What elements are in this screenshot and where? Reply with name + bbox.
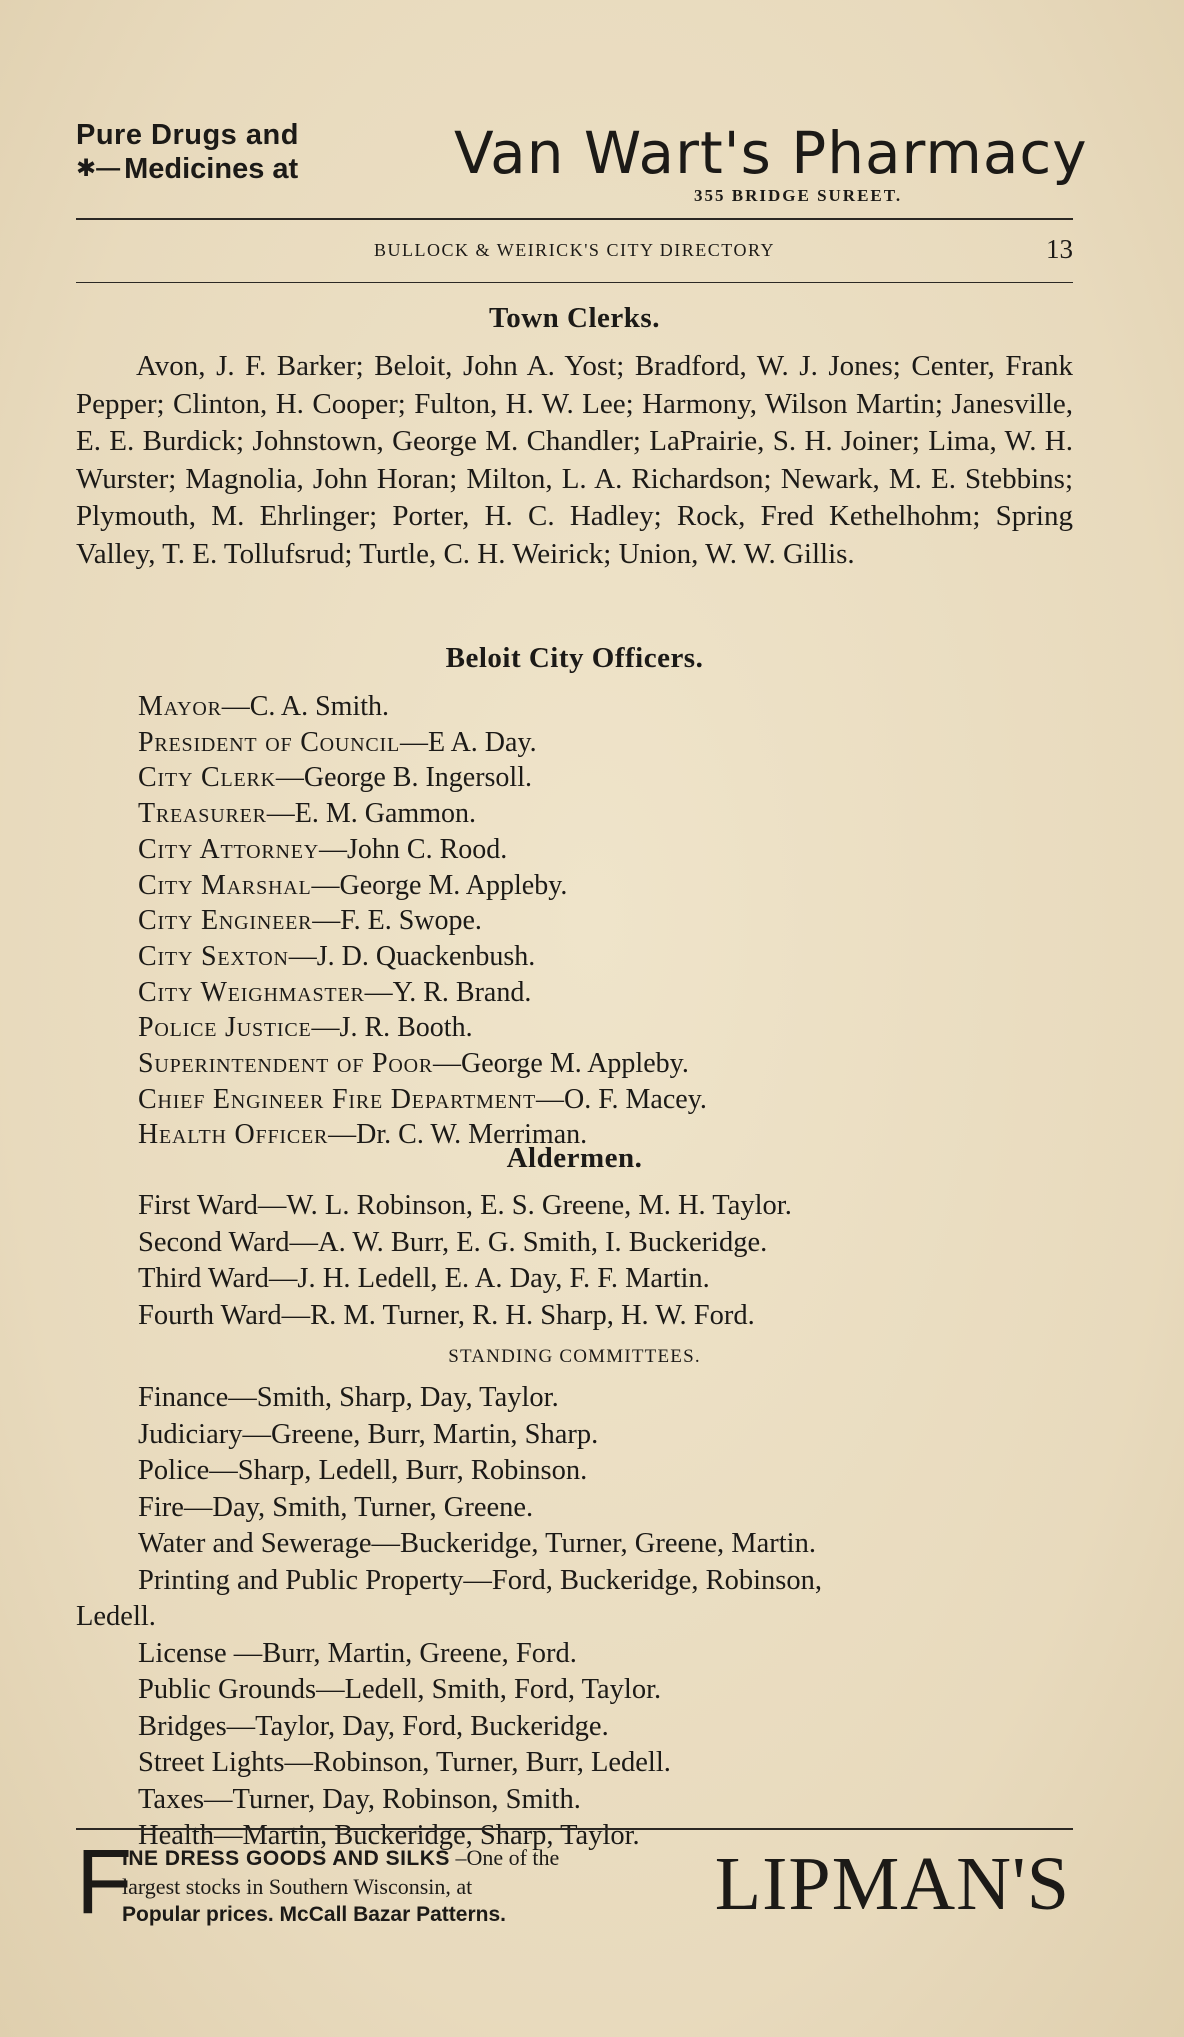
- list-item: Second Ward—A. W. Burr, E. G. Smith, I. Buckeridge.: [138, 1226, 768, 1258]
- list-item: President of Council—E A. Day.: [138, 726, 537, 758]
- list-item: Third Ward—J. H. Ledell, E. A. Day, F. F. Martin.: [138, 1263, 710, 1294]
- list-item: Police Justice—J. R. Booth.: [138, 1012, 473, 1044]
- city-officers-heading: Beloit City Officers.: [445, 642, 704, 674]
- list-item: Public Grounds—Ledell, Smith, Ford, Taylor.: [138, 1674, 662, 1705]
- standing-committees-list: [76, 1380, 1073, 1855]
- list-item: Police—Sharp, Ledell, Burr, Robinson.: [138, 1455, 588, 1486]
- city-officers-list: [138, 689, 1073, 1153]
- page-number: 13: [1046, 234, 1073, 264]
- list-item: Mayor—C. A. Smith.: [138, 691, 389, 722]
- town-clerks-heading: Town Clerks.: [489, 302, 660, 334]
- list-item: City Engineer—F. E. Swope.: [138, 905, 482, 937]
- footer-rule: [76, 1828, 1073, 1830]
- list-item: Taxes—Turner, Day, Robinson, Smith.: [138, 1783, 581, 1815]
- list-item: City Clerk—George B. Ingersoll.: [138, 762, 532, 794]
- list-item: Bridges—Taylor, Day, Ford, Buckeridge.: [138, 1710, 609, 1742]
- list-item: License —Burr, Martin, Greene, Ford.: [138, 1637, 577, 1669]
- list-item: City Weighmaster—Y. R. Brand.: [138, 976, 532, 1008]
- list-item: Printing and Public Property—Ford, Buckeridge, Robinson,: [138, 1564, 822, 1596]
- list-item: Health Officer—Dr. C. W. Merriman.: [138, 1119, 588, 1151]
- lipmans-logo: LIPMAN'S: [714, 1842, 1070, 1926]
- list-item: City Sexton—J. D. Quackenbush.: [138, 940, 536, 972]
- aldermen-heading: Aldermen.: [506, 1142, 643, 1174]
- town-clerks-text: Avon, J. F. Barker; Beloit, John A. Yost; Bradford, W. J. Jones; Center, Frank Pepper; Clinton, H. Cooper; Fulton, H. W. Lee; Harmony, Wilson Martin; Janesville, E. E. Burdick; Johnstown, George M. Chandler; LaPrairie, S. H. Joiner; Lima, W. H. Wurster; Magnolia, John Horan; Milton, L. A. Richardson; Newark, M. E. Stebbins; Plymouth, M. Ehrlinger; Porter, H. C. Hadley; Rock, Fred Kethelhohm; Spring Valley, T. E. Tollufsrud; Turtle, C. H. Weirick; Union, W. W. Gillis.: [76, 350, 1073, 570]
- list-item: City Marshal—George M. Appleby.: [138, 869, 568, 901]
- list-item: Treasurer—E. M. Gammon.: [138, 798, 476, 830]
- list-item: Health—Martin, Buckeridge, Sharp, Taylor.: [138, 1820, 640, 1851]
- list-item: Water and Sewerage—Buckeridge, Turner, Greene, Martin.: [138, 1528, 816, 1559]
- list-item: City Attorney—John C. Rood.: [138, 833, 508, 865]
- list-item: First Ward—W. L. Robinson, E. S. Greene, M. H. Taylor.: [138, 1190, 792, 1221]
- drop-cap-letter: F: [76, 1831, 133, 1933]
- tagline-line-1: Pure Drugs and: [76, 119, 299, 151]
- pharmacy-address: 355 BRIDGE SUREET.: [694, 186, 903, 205]
- lipmans-ad-text: INE DRESS GOODS AND SILKS –One of the largest stocks in Southern Wisconsin, at Popular prices. McCall Bazar Patterns.: [122, 1845, 560, 1926]
- list-item: Fourth Ward—R. M. Turner, R. H. Sharp, H. W. Ford.: [138, 1299, 755, 1331]
- header-rule-bottom: [76, 282, 1073, 283]
- pharmacy-name: Van Wart's Pharmacy: [454, 119, 1088, 187]
- list-item: Fire—Day, Smith, Turner, Greene.: [138, 1491, 534, 1523]
- list-item: Ledell.: [76, 1601, 156, 1632]
- list-item: Chief Engineer Fire Department—O. F. Macey.: [138, 1083, 707, 1115]
- aldermen-list: [138, 1188, 1073, 1334]
- standing-committees-heading: STANDING COMMITTEES.: [448, 1346, 701, 1367]
- running-head: [76, 234, 1073, 264]
- tagline-line-2: Medicines at: [124, 153, 299, 185]
- pharmacy-advertisement: [76, 118, 1088, 208]
- star-icon: ✱—: [76, 155, 121, 182]
- list-item: Finance—Smith, Sharp, Day, Taylor.: [138, 1382, 559, 1413]
- list-item: Street Lights—Robinson, Turner, Burr, Ledell.: [138, 1747, 671, 1778]
- list-item: Superintendent of Poor—George M. Appleby.: [138, 1048, 689, 1080]
- directory-title: BULLOCK & WEIRICK'S CITY DIRECTORY: [374, 240, 775, 260]
- list-item: Judiciary—Greene, Burr, Martin, Sharp.: [138, 1418, 599, 1450]
- pharmacy-tagline: [76, 118, 299, 186]
- header-rule-top: [76, 218, 1073, 220]
